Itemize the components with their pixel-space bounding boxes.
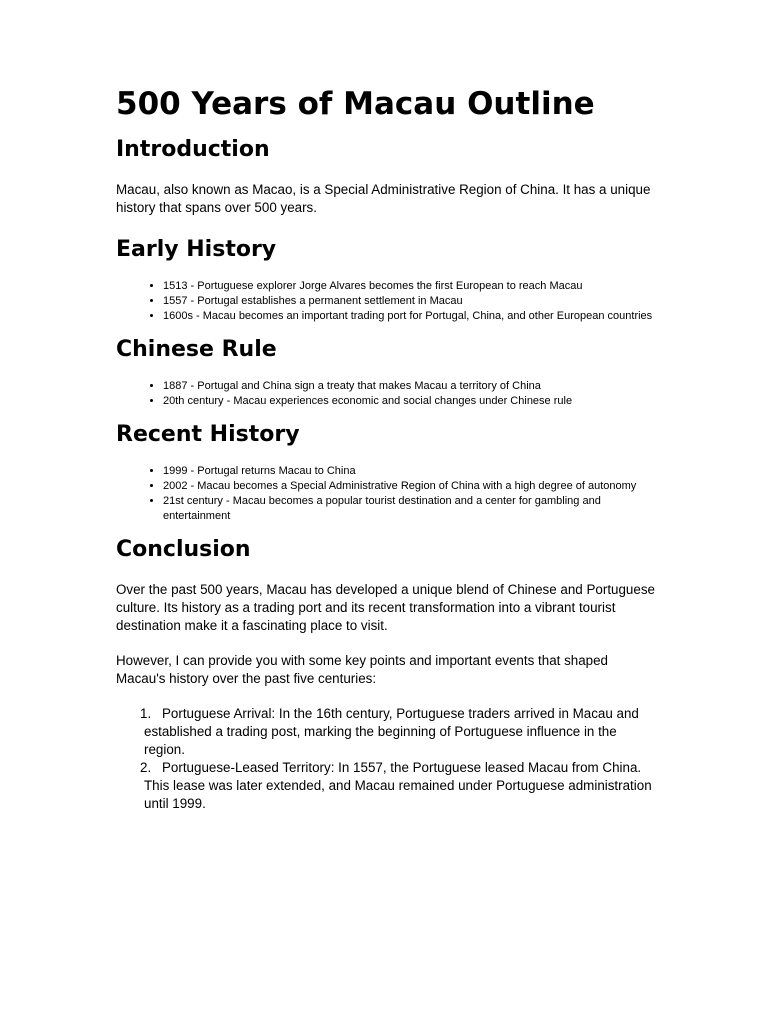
list-item: • 1999 - Portugal returns Macau to China <box>163 464 656 479</box>
introduction-paragraph: Macau, also known as Macao, is a Special Administrative Region of China. It has a unique history that spans over 500 years. <box>116 182 651 215</box>
list-item: • 21st century - Macau becomes a popular tourist destination and a center for gambling and entertainment <box>163 494 656 524</box>
list-item: • 2002 - Macau becomes a Special Administrative Region of China with a high degree of autonomy <box>163 479 656 494</box>
early-history-list <box>116 279 656 324</box>
document-title: 500 Years of Macau Outline <box>116 86 595 122</box>
list-item: • 1557 - Portugal establishes a permanent settlement in Macau <box>163 294 656 309</box>
heading-early-history: Early History <box>116 237 277 262</box>
list-number: 2. <box>140 760 152 775</box>
list-item-text: Portuguese Arrival: In the 16th century, Portuguese traders arrived in Macau and established a trading post, marking the beginning of Portuguese influence in the region. <box>144 706 639 757</box>
list-number: 1. <box>140 706 152 721</box>
heading-chinese-rule: Chinese Rule <box>116 337 277 362</box>
list-item: • 1513 - Portuguese explorer Jorge Alvares becomes the first European to reach Macau <box>163 279 656 294</box>
list-item <box>116 705 656 759</box>
list-item <box>116 759 656 813</box>
key-points-list <box>116 705 656 813</box>
list-item-text: Portuguese-Leased Territory: In 1557, the Portuguese leased Macau from China. This lease was later extended, and Macau remained under Portuguese administration until 1999. <box>144 760 652 811</box>
heading-introduction: Introduction <box>116 137 270 162</box>
document-page <box>116 84 656 813</box>
followup-paragraph: However, I can provide you with some key points and important events that shaped Macau's history over the past five centuries: <box>116 653 609 686</box>
heading-conclusion: Conclusion <box>116 537 251 562</box>
heading-recent-history: Recent History <box>116 422 300 447</box>
chinese-rule-list <box>116 379 656 409</box>
recent-history-list <box>116 464 656 524</box>
list-item: • 1887 - Portugal and China sign a treaty that makes Macau a territory of China <box>163 379 656 394</box>
conclusion-paragraph: Over the past 500 years, Macau has developed a unique blend of Chinese and Portuguese culture. Its history as a trading port and its recent transformation into a vibrant tourist destination make it a fascinating place to visit. <box>116 582 655 633</box>
list-item: • 20th century - Macau experiences economic and social changes under Chinese rule <box>163 394 656 409</box>
list-item: • 1600s - Macau becomes an important trading port for Portugal, China, and other European countries <box>163 309 656 324</box>
